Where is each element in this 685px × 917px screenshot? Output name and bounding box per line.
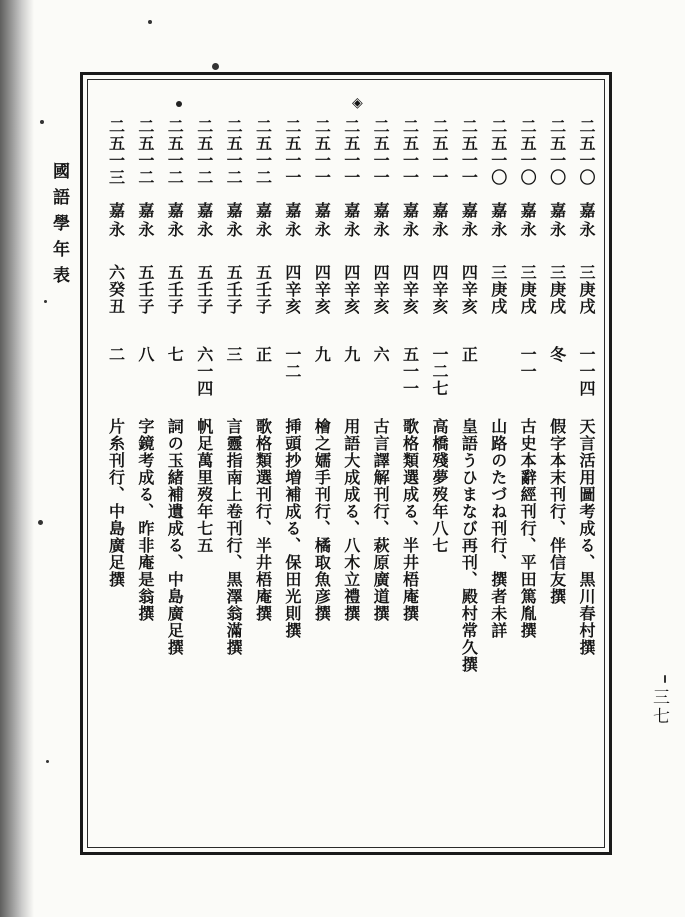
event-cell: 假字本末刊行、伴信友撰 (547, 418, 567, 605)
era-cell: 嘉永 (253, 202, 273, 240)
scan-speck (38, 520, 43, 525)
month-cell: 一一四 (576, 346, 596, 397)
print-dot (176, 101, 182, 107)
month-cell: 二 (106, 346, 126, 363)
era-cell: 嘉永 (488, 202, 508, 240)
era-cell: 嘉永 (106, 202, 126, 240)
zodiac-cell: 四辛亥 (429, 264, 449, 315)
zodiac-cell: 六癸丑 (106, 264, 126, 315)
era-cell: 嘉永 (576, 202, 596, 240)
year-cell: 二五一一 (341, 118, 361, 186)
event-cell: 用語大成成る、八木立禮撰 (341, 418, 361, 622)
month-cell: 八 (135, 346, 155, 363)
scan-speck (44, 300, 47, 303)
zodiac-cell: 五壬子 (253, 264, 273, 315)
year-cell: 二五一二 (224, 118, 244, 186)
month-cell: 七 (165, 346, 185, 363)
month-cell: 九 (312, 346, 332, 363)
event-cell: 歌格類選成る、半井梧庵撰 (400, 418, 420, 622)
zodiac-cell: 三庚戌 (518, 264, 538, 315)
year-cell: 二五一三 (106, 118, 126, 186)
year-cell: 二五一一 (429, 118, 449, 186)
zodiac-cell: 四辛亥 (400, 264, 420, 315)
era-cell: 嘉永 (400, 202, 420, 240)
event-cell: 字鏡考成る、昨非庵是翁撰 (135, 418, 155, 622)
zodiac-cell: 五壬子 (135, 264, 155, 315)
year-cell: 二五一二 (253, 118, 273, 186)
month-cell: 冬 (547, 346, 567, 363)
event-cell: 詞の玉緒補遺成る、中島廣足撰 (165, 418, 185, 656)
era-cell: 嘉永 (429, 202, 449, 240)
event-cell: 歌格類選刊行、半井梧庵撰 (253, 418, 273, 622)
era-cell: 嘉永 (165, 202, 185, 240)
top-ornament: ◈ (352, 95, 363, 111)
event-cell: 言靈指南上卷刊行、黒澤翁滿撰 (224, 418, 244, 656)
year-cell: 二五一〇 (576, 118, 596, 186)
zodiac-cell: 四辛亥 (282, 264, 302, 315)
year-cell: 二五一一 (312, 118, 332, 186)
month-cell: 六一四 (194, 346, 214, 397)
month-cell: 五一一 (400, 346, 420, 397)
event-cell: 山路のたづね刊行、撰者未詳 (488, 418, 508, 639)
event-cell: 皇語うひまなび再刊、殿村常久撰 (459, 418, 479, 673)
era-cell: 嘉永 (194, 202, 214, 240)
zodiac-cell: 三庚戌 (547, 264, 567, 315)
event-cell: 帆足萬里歿年七五 (194, 418, 214, 554)
zodiac-cell: 四辛亥 (459, 264, 479, 315)
event-cell: 片糸刊行、中島廣足撰 (106, 418, 126, 588)
page-number: 三七 (649, 688, 669, 726)
month-cell: 一一 (518, 346, 538, 380)
scan-speck (46, 760, 49, 763)
month-cell: 三 (224, 346, 244, 363)
scan-speck (664, 675, 666, 683)
era-cell: 嘉永 (312, 202, 332, 240)
era-cell: 嘉永 (282, 202, 302, 240)
scan-speck (148, 20, 152, 24)
era-cell: 嘉永 (224, 202, 244, 240)
chronology-table (96, 118, 596, 818)
year-cell: 二五一一 (282, 118, 302, 186)
table-row (96, 118, 125, 818)
year-cell: 二五一〇 (488, 118, 508, 186)
era-cell: 嘉永 (371, 202, 391, 240)
scan-speck (40, 120, 44, 124)
zodiac-cell: 五壬子 (194, 264, 214, 315)
zodiac-cell: 三庚戌 (488, 264, 508, 315)
year-cell: 二五一〇 (547, 118, 567, 186)
running-head: 國語學年表 (49, 162, 69, 292)
era-cell: 嘉永 (341, 202, 361, 240)
year-cell: 二五一二 (165, 118, 185, 186)
month-cell: 九 (341, 346, 361, 363)
month-cell: 一二七 (429, 346, 449, 397)
zodiac-cell: 五壬子 (224, 264, 244, 315)
era-cell: 嘉永 (135, 202, 155, 240)
year-cell: 二五一二 (194, 118, 214, 186)
zodiac-cell: 三庚戌 (576, 264, 596, 315)
zodiac-cell: 四辛亥 (341, 264, 361, 315)
zodiac-cell: 四辛亥 (371, 264, 391, 315)
event-cell: 檜之嬬手刊行、橘取魚彦撰 (312, 418, 332, 622)
month-cell: 正 (253, 346, 273, 363)
event-cell: 古言譯解刊行、萩原廣道撰 (371, 418, 391, 622)
binding-shadow (0, 0, 34, 917)
event-cell: 高橋殘夢歿年八七 (429, 418, 449, 554)
era-cell: 嘉永 (518, 202, 538, 240)
month-cell: 六 (371, 346, 391, 363)
era-cell: 嘉永 (459, 202, 479, 240)
event-cell: 天言活用圖考成る、黒川春村撰 (576, 418, 596, 656)
year-cell: 二五一〇 (518, 118, 538, 186)
zodiac-cell: 四辛亥 (312, 264, 332, 315)
year-cell: 二五一一 (459, 118, 479, 186)
year-cell: 二五一二 (135, 118, 155, 186)
scan-speck (212, 63, 219, 70)
event-cell: 挿頭抄増補成る、保田光則撰 (282, 418, 302, 639)
zodiac-cell: 五壬子 (165, 264, 185, 315)
year-cell: 二五一一 (400, 118, 420, 186)
year-cell: 二五一一 (371, 118, 391, 186)
month-cell: 正 (459, 346, 479, 363)
era-cell: 嘉永 (547, 202, 567, 240)
month-cell: 一二 (282, 346, 302, 380)
event-cell: 古史本辭經刊行、平田篤胤撰 (518, 418, 538, 639)
